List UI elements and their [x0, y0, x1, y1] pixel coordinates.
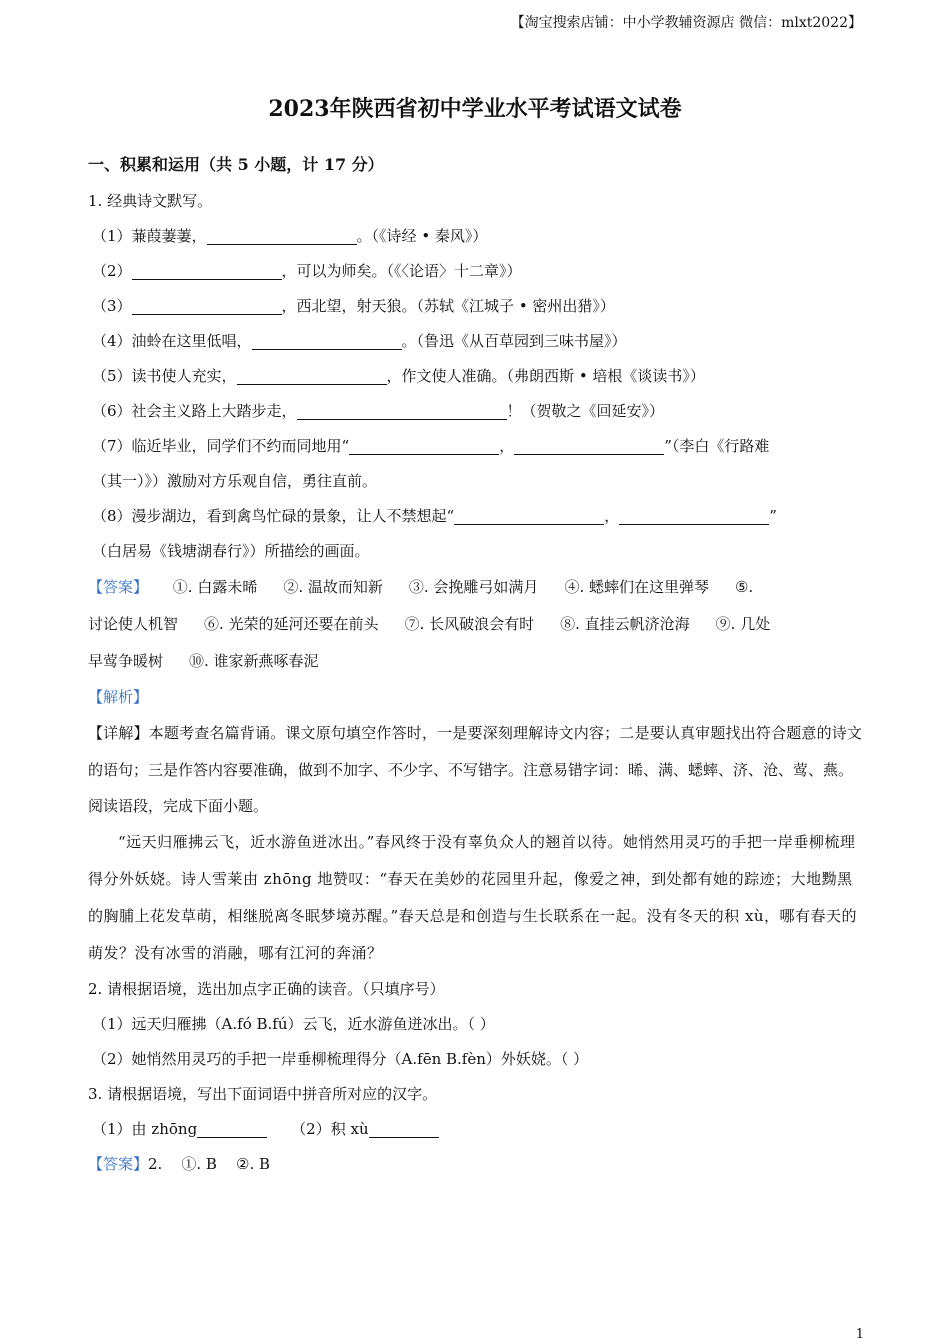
- answer-blank[interactable]: [237, 364, 387, 385]
- q1-item-6-post: ！（贺敬之《回延安》）: [506, 402, 665, 420]
- question-3-stem: 3. 请根据语境，写出下面词语中拼音所对应的汉字。: [88, 1085, 438, 1103]
- answer-blank[interactable]: [252, 329, 402, 350]
- q1-item-7-pre: （7）临近毕业，同学们不约而同地用“: [92, 437, 350, 455]
- q1-item-4: [88, 324, 862, 359]
- answer-blank[interactable]: [514, 434, 664, 455]
- q1-item-5-post: ，作文使人准确。（弗朗西斯 • 培根《谈读书》）: [386, 367, 705, 385]
- q2-item-2: （2）她悄然用灵巧的手把一岸垂柳梳理得分（A.fēn B.fèn）外妖娆。（ ）: [92, 1050, 589, 1068]
- answer-item: ⑩. 谁家新燕啄春泥: [189, 652, 319, 670]
- q1-item-7: [88, 429, 862, 464]
- q1-item-1: [88, 219, 862, 254]
- reading-passage: “远天归雁拂云飞，近水游鱼迸冰出。”春风终于没有辜负众人的翘首以待。她悄然用灵巧的手把一岸垂柳梳理得分外妖娆。诗人雪莱由 zhōng 地赞叹：“春天在美妙的花园里升起，像爱之神，到处都有她的踪迹；大地黝黑的胸脯上花发草萌，相继脱离冬眠梦境苏醒。”春天总是和创造与生长联系在一起。没有冬天的积 xù，哪有春天的萌发？没有冰雪的消融，哪有江河的奔涌？: [88, 833, 858, 962]
- answer-blank[interactable]: [197, 1117, 267, 1138]
- answer-item: ③. 会挽雕弓如满月: [408, 578, 539, 596]
- q1-item-7-post: ”（李白《行路难: [664, 437, 770, 455]
- answer-blank[interactable]: [207, 224, 357, 245]
- question-1-stem: 1. 经典诗文默写。: [88, 192, 213, 210]
- answer-blank[interactable]: [619, 504, 769, 525]
- q1-item-8-post: ”: [769, 507, 777, 525]
- answer-blank[interactable]: [349, 434, 499, 455]
- question-2-stem: 2. 请根据语境，选出加点字正确的读音。（只填序号）: [88, 980, 445, 998]
- q1-item-3-pre: （3）: [92, 297, 132, 315]
- q1-item-6: [88, 394, 862, 429]
- answer-item: ④. 蟋蟀们在这里弹琴: [564, 578, 709, 596]
- q1-item-8-mid: ，: [604, 507, 620, 525]
- q1-item-2: [88, 254, 862, 289]
- answer-label: 【答案】: [88, 1155, 149, 1173]
- answer-item: ⑧. 直挂云帆济沧海: [560, 615, 690, 633]
- answer-item: 讨论使人机智: [88, 615, 179, 633]
- answer-item: ⑨. 几处: [715, 615, 771, 633]
- q1-item-6-pre: （6）社会主义路上大踏步走，: [92, 402, 297, 420]
- q1-item-3: [88, 289, 862, 324]
- q3-item-1-pre: （1）由 zhōng: [92, 1120, 198, 1138]
- answer-blank[interactable]: [454, 504, 604, 525]
- q1-answer: [88, 569, 862, 680]
- answer-label: 【答案】: [88, 578, 149, 596]
- q2-item-1: （1）远天归雁拂（A.fó B.fú）云飞，近水游鱼迸冰出。（ ）: [92, 1015, 495, 1033]
- page-title: 2023年陕西省初中学业水平考试语文试卷: [268, 96, 682, 122]
- page-number: 1: [855, 1327, 864, 1342]
- q1-item-3-post: ，西北望，射天狼。（苏轼《江城子 • 密州出猎》）: [281, 297, 615, 315]
- q1-item-2-pre: （2）: [92, 262, 132, 280]
- answer-blank[interactable]: [132, 294, 282, 315]
- reading-intro: 阅读语段，完成下面小题。: [88, 797, 269, 815]
- answer-item: ⑤.: [734, 578, 754, 596]
- detail-text: 本题考查名篇背诵。课文原句填空作答时，一是要深刻理解诗文内容；二是要认真审题找出符合题意的诗文的语句；三是作答内容要准确，做到不加字、不少字、不写错字。注意易错字词：晞、满、蟋蟀、济、沧、莺、燕。: [88, 724, 862, 779]
- q1-item-7-line2: （其一）》）激励对方乐观自信，勇往直前。: [92, 472, 378, 490]
- document-body: [88, 146, 862, 1182]
- detail-label: 【详解】: [88, 724, 149, 742]
- section-heading: 一、积累和运用（共 5 小题，计 17 分）: [88, 155, 384, 174]
- q1-item-4-post: 。（鲁迅《从百草园到三味书屋》）: [401, 332, 627, 350]
- q1-item-1-post: 。（《诗经 • 秦风》）: [356, 227, 488, 245]
- answer-item: ⑥. 光荣的延河还要在前头: [204, 615, 379, 633]
- answer-item: ②. 温故而知新: [283, 578, 383, 596]
- detail-paragraph: [88, 715, 862, 789]
- q3-items: [88, 1112, 862, 1147]
- q1-item-4-pre: （4）油蛉在这里低唱，: [92, 332, 252, 350]
- q1-item-1-pre: （1）蒹葭萋萋，: [92, 227, 207, 245]
- q1-item-8-line2: （白居易《钱塘湖春行》）所描绘的画面。: [92, 542, 370, 560]
- answer-item: 早莺争暖树: [88, 652, 164, 670]
- answer-blank[interactable]: [132, 259, 282, 280]
- analysis-label: 【解析】: [88, 688, 149, 706]
- answer-blank[interactable]: [369, 1117, 439, 1138]
- q1-item-2-post: ，可以为师矣。（《〈论语〉十二章》）: [281, 262, 522, 280]
- q3-item-2-pre: （2）积 xù: [291, 1120, 369, 1138]
- final-answer-text: 2. ①. B ②. B: [148, 1155, 271, 1173]
- answer-blank[interactable]: [297, 399, 507, 420]
- answer-item: ⑦. 长风破浪会有时: [404, 615, 535, 633]
- q1-item-7-mid: ，: [499, 437, 515, 455]
- page-header: 【淘宝搜索店铺：中小学教辅资源店 微信：mlxt2022】: [510, 15, 862, 31]
- q1-item-5-pre: （5）读书使人充实，: [92, 367, 237, 385]
- final-answer: [88, 1147, 862, 1182]
- q1-item-8-pre: （8）漫步湖边，看到禽鸟忙碌的景象，让人不禁想起“: [92, 507, 455, 525]
- q1-item-5: [88, 359, 862, 394]
- answer-item: ①. 白露未晞: [172, 578, 258, 596]
- q1-item-8: [88, 499, 862, 534]
